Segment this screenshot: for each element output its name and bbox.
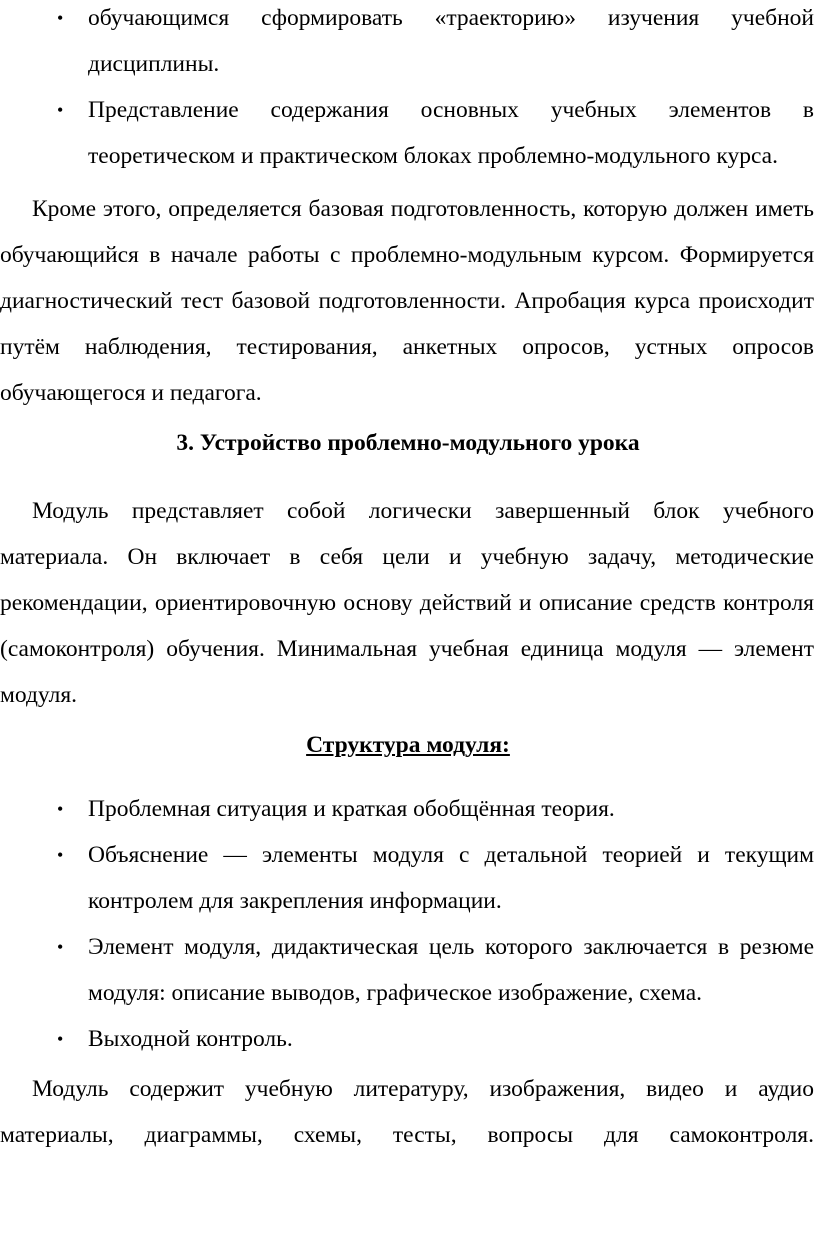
bullet-icon: •	[57, 845, 64, 865]
top-bullet-list	[0, 0, 816, 179]
list-item	[0, 0, 816, 87]
list-item	[0, 87, 816, 179]
list-item-text: Выходной контроль.	[88, 1026, 293, 1052]
section-heading: 3. Устройство проблемно-модульного урока	[176, 430, 640, 456]
paragraph-module-content: Модуль содержит учебную литературу, изображения, видео и аудио материалы, диаграммы, схемы, тесты, вопросы для самоконтроля.	[0, 1076, 814, 1148]
list-item-text: Представление содержания основных учебных элементов в теоретическом и практическом блоках проблемно-модульного курса.	[88, 97, 814, 169]
list-item-text: Проблемная ситуация и краткая обобщённая теория.	[88, 796, 615, 822]
paragraph-module-definition: Модуль представляет собой логически завершенный блок учебного материала. Он включает в себя цели и учебную задачу, методические рекомендации, ориентировочную основу действий и описание средств контроля (самоконтроля) обучения. Минимальная учебная единица модуля — элемент модуля.	[0, 498, 814, 708]
list-item	[0, 1016, 816, 1062]
bullet-icon: •	[57, 8, 64, 28]
structure-bullet-list	[0, 786, 816, 1062]
bullet-icon: •	[57, 1029, 64, 1049]
structure-heading	[0, 722, 816, 768]
list-item	[0, 786, 816, 832]
list-item-text: обучающимся сформировать «траекторию» изучения учебной дисциплины.	[88, 5, 814, 77]
list-item-text: Элемент модуля, дидактическая цель которого заключается в резюме модуля: описание выводов, графическое изображение, схема.	[88, 934, 814, 1006]
list-item-text: Объяснение — элементы модуля с детальной теорией и текущим контролем для закрепления информации.	[88, 842, 814, 914]
bullet-icon: •	[57, 799, 64, 819]
list-item	[0, 832, 816, 924]
bullet-icon: •	[57, 937, 64, 957]
structure-heading-text: Структура модуля:	[306, 732, 510, 758]
bullet-icon: •	[57, 100, 64, 120]
paragraph-baseline: Кроме этого, определяется базовая подготовленность, которую должен иметь обучающийся в начале работы с проблемно-модульным курсом. Формируется диагностический тест базовой подготовленности. Апробация курса происходит путём наблюдения, тестирования, анкетных опросов, устных опросов обучающегося и педагога.	[0, 196, 814, 406]
list-item	[0, 924, 816, 1016]
